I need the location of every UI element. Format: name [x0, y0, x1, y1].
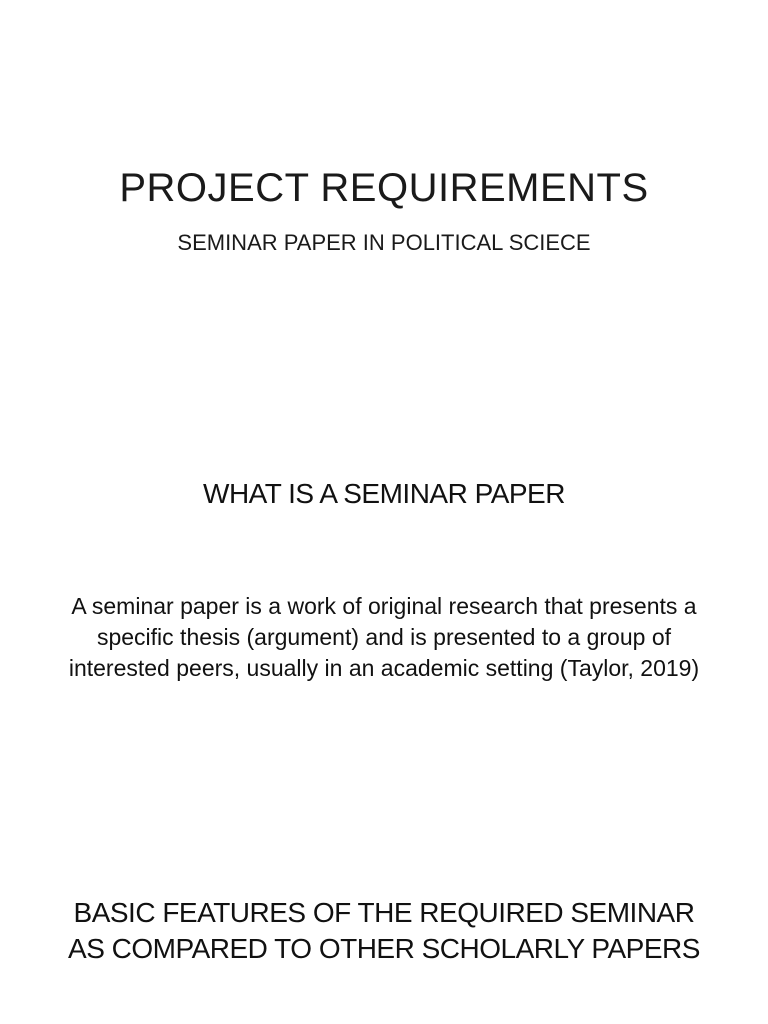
cutoff-text-line [58, 1010, 758, 1024]
presentation-title: PROJECT REQUIREMENTS [119, 166, 649, 210]
definition-text: A seminar paper is a work of original research that presents a specific thesis (argument) and is presented to a group of interested peers, usually in an academic setting (Taylor, 2019) [68, 593, 700, 681]
definition-heading: WHAT IS A SEMINAR PAPER [203, 478, 565, 509]
features-heading [34, 895, 734, 967]
title-slide [0, 0, 768, 385]
features-slide [0, 770, 768, 1024]
features-heading-line-2: AS COMPARED TO OTHER SCHOLARLY PAPERS [68, 933, 700, 964]
definition-slide [0, 385, 768, 770]
features-heading-line-1: BASIC FEATURES OF THE REQUIRED SEMINAR [73, 897, 695, 928]
presentation-subtitle: SEMINAR PAPER IN POLITICAL SCIECE [177, 230, 591, 255]
